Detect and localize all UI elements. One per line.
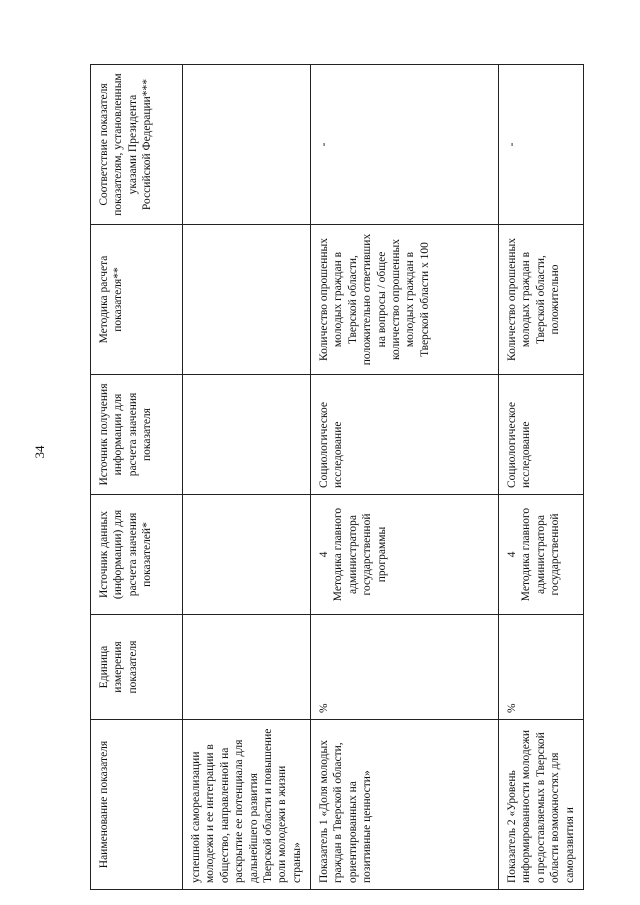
cell-unit: %	[311, 615, 499, 720]
cell-info-source	[183, 375, 311, 495]
cell-name: Показатель 2 «Уровень информированности молодежи о предоставляемых в Тверской области возможностях для саморазвития и	[499, 720, 584, 890]
cell-info-source: Социологическое исследование	[311, 375, 499, 495]
indicator-table	[90, 64, 584, 890]
cell-data-source-num: 4	[318, 551, 330, 558]
cell-name: успешной самореализации молодежи и ее интеграции в общество, направленной на раскрытие ее потенциала для дальнейшего развития Тверской области и повышение роли молодежи в жизни страны»	[183, 720, 311, 890]
rotated-table-frame	[90, 65, 576, 890]
cell-compliance: -	[499, 65, 584, 225]
table-row	[183, 65, 311, 890]
cell-data-source-text: Методика главного администратора государственной программы	[332, 507, 388, 602]
header-info-source: Источник получения информации для расчета значения показателя	[91, 375, 183, 495]
cell-unit: %	[499, 615, 584, 720]
cell-compliance	[183, 65, 311, 225]
cell-unit	[183, 615, 311, 720]
table-row	[499, 65, 584, 890]
header-compliance: Соответствие показателя показателям, установленным указами Президента Российской Федерации***	[91, 65, 183, 225]
cell-method	[183, 225, 311, 375]
table-header-row	[91, 65, 183, 890]
cell-method: Количество опрошенных молодых граждан в Тверской области, положительно ответивших на вопросы / общее количество опрошенных молодых граждан в Тверской области x 100	[311, 225, 499, 375]
header-unit: Единица измерения показателя	[91, 615, 183, 720]
cell-method: Количество опрошенных молодых граждан в Тверской области, положительно	[499, 225, 584, 375]
table-row	[311, 65, 499, 890]
cell-data-source	[311, 495, 499, 615]
cell-data-source-text: Методика главного администратора государственной	[520, 507, 562, 602]
cell-data-source	[183, 495, 311, 615]
cell-name: Показатель 1 «Доля молодых граждан в Тверской области, ориентированных на позитивные ценности»	[311, 720, 499, 890]
cell-info-source: Социологическое исследование	[499, 375, 584, 495]
cell-data-source-num: 4	[506, 551, 518, 558]
page-number: 34	[32, 445, 47, 459]
header-method: Методика расчета показателя**	[91, 225, 183, 375]
cell-data-source	[499, 495, 584, 615]
header-name: Наименование показателя	[91, 720, 183, 890]
header-data-source: Источник данных (информации) для расчета значения показателей*	[91, 495, 183, 615]
cell-compliance: -	[311, 65, 499, 225]
rotated-table-container	[90, 65, 576, 890]
